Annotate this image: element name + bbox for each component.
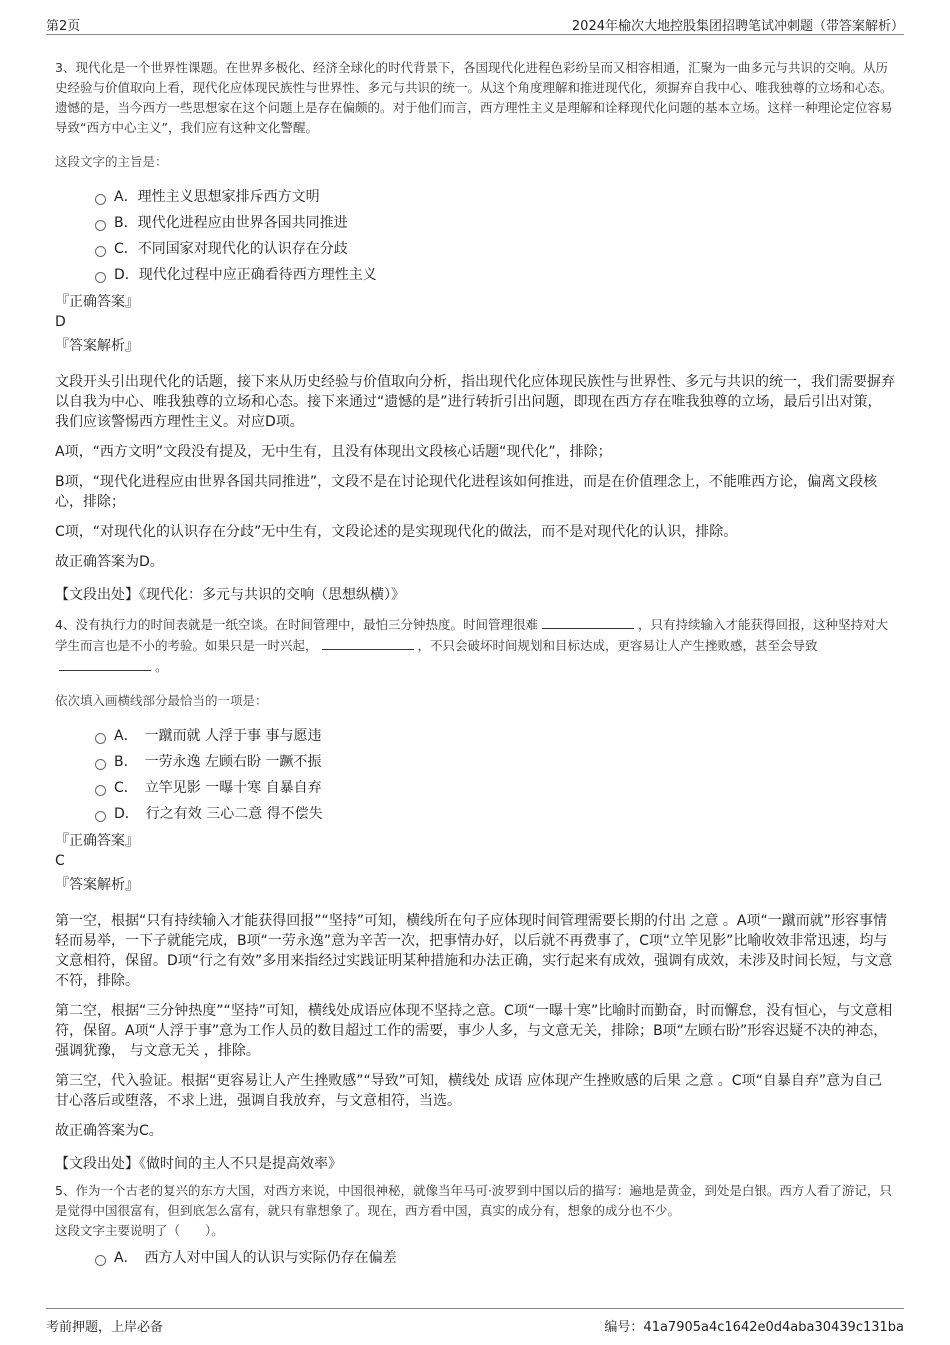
stem-text: ，只有持续输入才能获得回报，这种坚持对大学生而言也是不小的考验。如果只是一时兴起， <box>55 617 888 653</box>
question-4 <box>55 614 895 1173</box>
option-list <box>95 723 895 827</box>
option-c[interactable] <box>95 775 895 801</box>
answer-value: C <box>55 853 65 869</box>
stem-text: 4、没有执行力的时间表就是一纸空谈。在时间管理中，最怕三分钟热度。时间管理很难 <box>55 617 538 632</box>
explanation-paragraph: 第一空，根据“只有持续输入才能获得回报”“坚持”可知，横线所在句子应体现时间管理需要长期的付出 之意 。A项“一蹴而就”形容事情轻而易举，一下子就能完成，B项“一劳永逸”意为辛苦一次，把事情办好，以后就不再费事了，C项“立竿见影”比喻收效非常迅速，均与文意相符，保留。D项“行之有效”多用来指经过实践证明某种措施和办法正确，实行起来有成效，强调有成效，未涉及时间长短，与文意不符，排除。 <box>55 913 893 989</box>
option-label: A． 西方人对中国人的认识与实际仍存在偏差 <box>114 1250 397 1266</box>
option-label: D．现代化过程中应正确看待西方理性主义 <box>114 267 377 283</box>
stem-text: 。 <box>155 659 168 674</box>
radio-icon[interactable] <box>95 811 106 822</box>
radio-icon[interactable] <box>95 272 106 283</box>
option-label: B． 一劳永逸 左顾右盼 一蹶不振 <box>114 754 322 770</box>
option-d[interactable] <box>95 262 895 288</box>
explanation-paragraph: 故正确答案为C。 <box>55 1123 163 1139</box>
question-3 <box>55 58 895 604</box>
option-list <box>95 1245 895 1271</box>
option-label: D． 行之有效 三心二意 得不偿失 <box>114 806 323 822</box>
question-stem: 5、作为一个古老的复兴的东方大国，对西方来说，中国很神秘，就像当年马可·波罗到中国以后的描写：遍地是黄金，到处是白银。西方人看了游记，只是觉得中国很富有，但到底怎么富有，就只有靠想象了。现在，西方看中国，真实的成分有，想象的成分也不少。 <box>55 1183 892 1218</box>
radio-icon[interactable] <box>95 785 106 796</box>
option-label: C．不同国家对现代化的认识存在分歧 <box>114 241 348 257</box>
explanation-paragraph: A项，“西方文明”文段没有提及，无中生有，且没有体现出文段核心话题“现代化”，排除； <box>55 444 612 460</box>
source-citation: 【文段出处】《现代化：多元与共识的交响（思想纵横）》 <box>55 587 405 603</box>
option-c[interactable] <box>95 236 895 262</box>
radio-icon[interactable] <box>95 759 106 770</box>
answer-value: D <box>55 314 66 330</box>
explanation-label: 『答案解析』 <box>55 338 139 354</box>
option-label: B．现代化进程应由世界各国共同推进 <box>114 215 348 231</box>
page-content <box>55 50 895 1271</box>
question-stem <box>55 614 895 677</box>
question-stem: 3、现代化是一个世界性课题。在世界多极化、经济全球化的时代背景下，各国现代化进程色彩纷呈而又相容相通，汇聚为一曲多元与共识的交响。从历史经验与价值取向上看，现代化应体现民族性与世界性、多元与共识的统一。从这个角度理解和推进现代化，须摒弃自我中心、唯我独尊的立场和心态。遗憾的是，当今西方一些思想家在这个问题上是存在偏颇的。对于他们而言，西方理性主义是理解和诠释现代化问题的基本立场。这样一种理论定位容易导致“西方中心主义”，我们应有这种文化警醒。 <box>55 60 893 135</box>
question-prompt: 这段文字的主旨是： <box>55 154 168 169</box>
question-prompt: 依次填入画横线部分最恰当的一项是： <box>55 693 268 708</box>
stem-text: ，不只会破坏时间规划和目标达成，更容易让人产生挫败感，甚至会导致 <box>417 638 818 653</box>
explanation-label: 『答案解析』 <box>55 877 139 893</box>
question-5 <box>55 1181 895 1271</box>
radio-icon[interactable] <box>95 246 106 257</box>
option-a[interactable] <box>95 184 895 210</box>
question-prompt: 这段文字主要说明了（ ）。 <box>55 1223 224 1238</box>
footer-slogan: 考前押题，上岸必备 <box>46 1320 164 1335</box>
option-label: A．理性主义思想家排斥西方文明 <box>114 189 320 205</box>
radio-icon[interactable] <box>95 220 106 231</box>
answer-label: 『正确答案』 <box>55 833 139 849</box>
option-list <box>95 184 895 288</box>
option-b[interactable] <box>95 749 895 775</box>
explanation-paragraph: B项，“现代化进程应由世界各国共同推进”，文段不是在讨论现代化进程该如何推进，而是在价值理念上，不能唯西方论，偏离文段核心，排除； <box>55 474 878 510</box>
explanation-paragraph: 故正确答案为D。 <box>55 554 164 570</box>
explanation-paragraph: C项，“对现代化的认识存在分歧”无中生有，文段论述的是实现现代化的做法，而不是对现代化的认识，排除。 <box>55 524 738 540</box>
page-header <box>46 12 904 35</box>
answer-label: 『正确答案』 <box>55 294 139 310</box>
page-number: 第2页 <box>46 19 81 34</box>
option-a[interactable] <box>95 1245 895 1271</box>
option-b[interactable] <box>95 210 895 236</box>
option-a[interactable] <box>95 723 895 749</box>
page-footer <box>46 1308 904 1335</box>
radio-icon[interactable] <box>95 733 106 744</box>
option-d[interactable] <box>95 801 895 827</box>
fill-blank-1 <box>542 614 634 629</box>
fill-blank-2 <box>322 635 414 650</box>
document-id: 编号：41a7905a4c1642e0d4aba30439c131ba <box>604 1320 904 1335</box>
option-label: A． 一蹴而就 人浮于事 事与愿违 <box>114 728 322 744</box>
document-title: 2024年榆次大地控股集团招聘笔试冲刺题（带答案解析） <box>571 19 904 34</box>
source-citation: 【文段出处】《做时间的主人不只是提高效率》 <box>55 1156 342 1172</box>
radio-icon[interactable] <box>95 1255 106 1266</box>
option-label: C． 立竿见影 一曝十寒 自暴自弃 <box>114 780 322 796</box>
explanation-paragraph: 第二空，根据“三分钟热度”“坚持”可知，横线处成语应体现不坚持之意。C项“一曝十寒”比喻时而勤奋，时而懈怠，没有恒心，与文意相符，保留。A项“人浮于事”意为工作人员的数目超过工作的需要，事少人多，与文意无关，排除；B项“左顾右盼”形容迟疑不决的神态，强调犹豫， 与文意无关 ，排除。 <box>55 1003 893 1059</box>
explanation-paragraph: 文段开头引出现代化的话题，接下来从历史经验与价值取向分析，指出现代化应体现民族性与世界性、多元与共识的统一，我们需要摒弃以自我为中心、唯我独尊的立场和心态。接下来通过“遗憾的是”进行转折引出问题，即现在西方存在唯我独尊的立场，最后引出对策，我们应该警惕西方理性主义。对应D项。 <box>55 374 895 430</box>
explanation-paragraph: 第三空，代入验证。根据“更容易让人产生挫败感”“导致”可知，横线处 成语 应体现产生挫败感的后果 之意 。C项“自暴自弃”意为自己甘心落后或堕落，不求上进，强调自我放弃，与文意相符，当选。 <box>55 1073 883 1109</box>
fill-blank-3 <box>59 656 151 671</box>
radio-icon[interactable] <box>95 194 106 205</box>
